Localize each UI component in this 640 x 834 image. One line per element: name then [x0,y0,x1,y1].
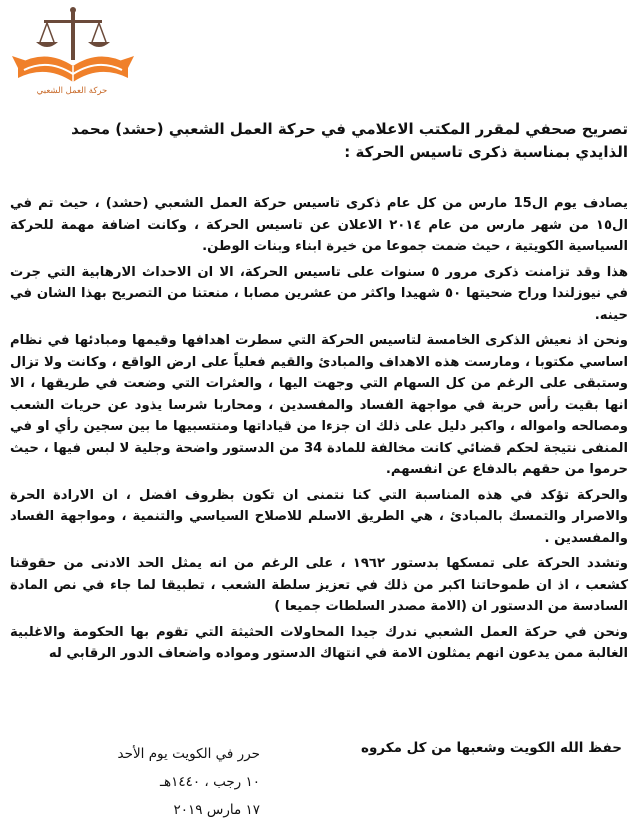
paragraph-new-zealand: هذا وقد تزامنت ذكرى مرور ٥ سنوات على تاسيس الحركة، الا ان الاحداث الارهابية التي جرت في نيوزلندا وراح ضحيتها ٥٠ شهيدا واكثر من عشرين مصابا ، منعتنا من التصريح بهذا الشان في حينه. [10,264,628,323]
signature-location: حرر في الكويت يوم الأحد [117,746,260,762]
paragraph-oversight: ونحن في حركة العمل الشعبي ندرك جيدا المحاولات الحثيثة التي تقوم بها الحكومة والاغلبية الغالبة ممن يدعون انهم يمثلون الامة في انتهاك الدستور ومواده واضعاف الدور الرقابي له [10,624,628,661]
paragraph-anniversary: يصادف يوم ال15 مارس من كل عام ذكرى تاسيس حركة العمل الشعبي (حشد) ، حيث تم في ال١٥ من شهر مارس من عام ٢٠١٤ الاعلان عن تاسيس الحركة ، وكانت اضافة مهمة للحركة السياسية الكويتية ، حيث ضمت جموعا من خيرة ابناء وبنات الوطن. [10,196,629,254]
logo-caption: حركة العمل الشعبي [36,86,108,96]
scales-and-book-icon [8,4,138,94]
closing-prayer: حفظ الله الكويت وشعبها من كل مكروه [360,740,622,756]
signature-hijri-date: ١٠ رجب ، ١٤٤٠هـ [160,774,260,790]
signature-gregorian-date: ١٧ مارس ٢٠١٩ [173,802,260,818]
paragraph-constitution: وتشدد الحركة على تمسكها بدستور ١٩٦٢ ، على الرغم من انه يمثل الحد الادنى من حقوقنا كشعب ، اذ ان طموحاتنا اكبر من ذلك في تعزيز سلطة الشعب ، تطبيقا لما جاء في نص المادة السادسة من الدستور ان (الامة مصدر السلطات جميعا ) [10,556,629,614]
document-title: تصريح صحفي لمقرر المكتب الاعلامي في حركة العمل الشعبي (حشد) محمد الذايدي بمناسبة ذكرى تاسيس الحركة : [71,120,628,161]
signature-block [40,740,260,824]
paragraph-principles: ونحن اذ نعيش الذكرى الخامسة لتاسيس الحركة التي سطرت اهدافها وقيمها ومبادئها في نظام اساسي مكتوبا ، ومارست هذه الاهداف والمبادئ والقيم فعلياً على ارض الواقع ، وكانت ولا تزال وستبقى على الرغم من كل السهام التي وجهت اليها ، والعثرات التي وضعت في طريقها ، الا انها بقيت رأس حربة في مواجهة الفساد والمفسدين ، ومحاربا شرسا يذود عن حريات الشعب ومصالحه وامواله ، واكبر دليل على ذلك ان جزءا من قياداتها ومنتسبيها ما بين سجين رأي او في المنفى نتيجة لحكم قضائي كانت مخالفة للمادة 34 من الدستور واضحة وجلية لا لبس فيها ، حيث حرموا من حقهم بالدفاع عن انفسهم. [10,333,628,477]
paragraph-free-will: والحركة تؤكد في هذه المناسبة التي كنا نتمنى ان تكون بظروف افضل ، ان الارادة الحرة والاصرار والتمسك بالمبادئ ، هي الطريق الاسلم للاصلاح السياسي والتنمية ، ومواجهة الفساد والمفسدين . [10,487,628,546]
statement-body [10,193,628,669]
